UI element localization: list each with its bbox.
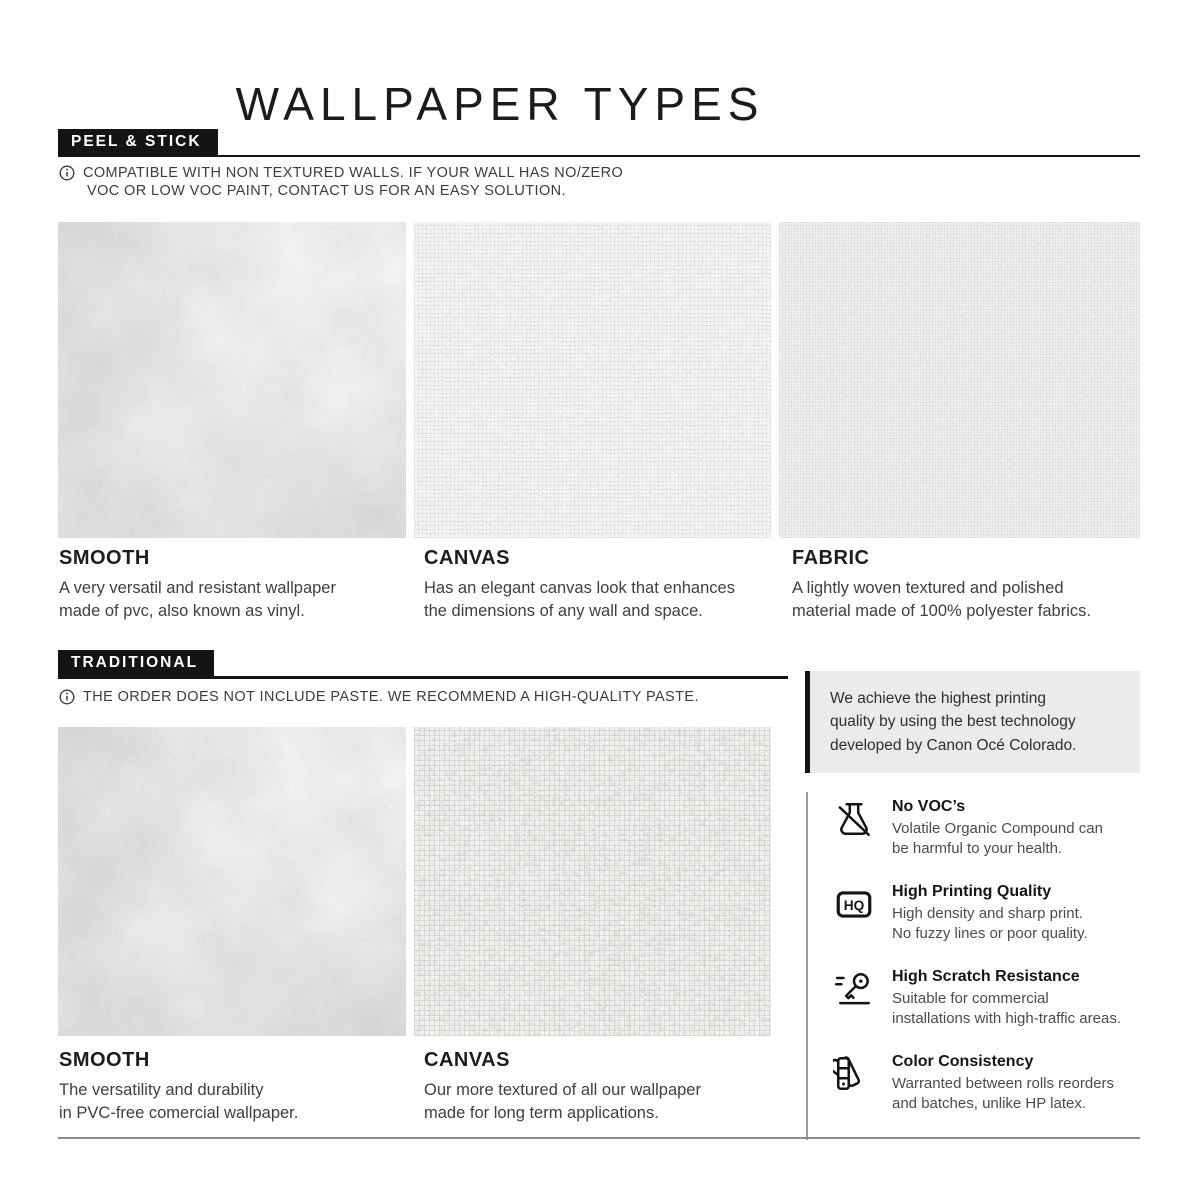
swatch-desc-line: material made of 100% polyester fabrics. — [792, 601, 1091, 620]
caption-peel-stick-fabric — [792, 547, 1142, 623]
section-header-peel-stick — [58, 129, 1140, 157]
feature-high-printing-quality — [832, 883, 1140, 947]
info-icon — [59, 165, 75, 181]
feature-title: High Scratch Resistance — [892, 968, 1080, 985]
quote-line: quality by using the best technology — [830, 713, 1076, 731]
section-tag-traditional: TRADITIONAL — [58, 650, 214, 676]
caption-traditional-smooth — [59, 1049, 399, 1125]
feature-desc-line: Suitable for commercial — [892, 990, 1049, 1007]
feature-desc-line: No fuzzy lines or poor quality. — [892, 925, 1088, 943]
printing-quality-quote — [805, 671, 1140, 773]
feature-desc-line: High density and sharp print. — [892, 905, 1083, 922]
note-line: THE ORDER DOES NOT INCLUDE PASTE. WE RECOMMEND A HIGH-QUALITY PASTE. — [83, 689, 699, 705]
swatch-peel-stick-canvas — [414, 222, 771, 538]
quote-line: developed by Canon Océ Colorado. — [830, 736, 1077, 754]
note-line: VOC OR LOW VOC PAINT, CONTACT US FOR AN EASY SOLUTION. — [87, 182, 566, 199]
swatch-desc-line: in PVC-free comercial wallpaper. — [59, 1103, 299, 1122]
feature-high-scratch-resistance — [832, 968, 1140, 1032]
feature-desc-line: be harmful to your health. — [892, 840, 1063, 858]
feature-desc-line: Warranted between rolls reorders — [892, 1075, 1115, 1092]
feature-desc-line: installations with high-traffic areas. — [892, 1010, 1121, 1028]
note-line: COMPATIBLE WITH NON TEXTURED WALLS. IF YOUR WALL HAS NO/ZERO — [83, 165, 624, 181]
swatch-desc-line: A lightly woven textured and polished — [792, 579, 1064, 597]
swatch-peel-stick-smooth — [58, 222, 406, 538]
swatch-traditional-canvas — [414, 727, 771, 1036]
note-peel-stick — [59, 165, 623, 200]
fabric-texture-noise — [779, 222, 1140, 538]
quote-line: We achieve the highest printing — [830, 690, 1046, 707]
feature-list — [806, 792, 1140, 1140]
swatch-title: FABRIC — [792, 547, 870, 569]
caption-peel-stick-canvas — [424, 547, 774, 623]
feature-desc-line: and batches, unlike HP latex. — [892, 1095, 1087, 1113]
bottom-divider — [58, 1137, 1140, 1139]
scratch-key-icon — [833, 968, 875, 1010]
feature-title: High Printing Quality — [892, 883, 1052, 900]
swatch-peel-stick-fabric — [779, 222, 1140, 538]
swatch-desc-line: the dimensions of any wall and space. — [424, 601, 703, 620]
swatch-traditional-smooth — [58, 727, 406, 1036]
swatch-title: CANVAS — [424, 547, 510, 569]
swatch-desc-line: Has an elegant canvas look that enhances — [424, 579, 735, 597]
hq-badge-label: HQ — [843, 897, 865, 913]
canvas-texture-noise — [414, 222, 771, 538]
swatch-desc-line: made for long term applications. — [424, 1103, 659, 1122]
swatch-desc-line: Our more textured of all our wallpaper — [424, 1081, 701, 1099]
swatch-title: CANVAS — [424, 1049, 510, 1071]
page-title: WALLPAPER TYPES — [235, 77, 765, 130]
color-swatches-icon — [833, 1053, 875, 1095]
feature-title: Color Consistency — [892, 1053, 1034, 1070]
section-tag-peel-stick: PEEL & STICK — [58, 129, 218, 155]
caption-traditional-canvas — [424, 1049, 774, 1125]
no-voc-flask-icon — [833, 798, 875, 840]
info-icon — [59, 689, 75, 705]
note-traditional — [59, 689, 699, 707]
feature-title: No VOC’s — [892, 798, 966, 815]
hq-badge-icon — [833, 883, 875, 925]
swatch-title: SMOOTH — [59, 547, 150, 569]
section-header-traditional — [58, 650, 788, 679]
burlap-texture-noise — [414, 727, 771, 1036]
swatch-desc-line: made of pvc, also known as vinyl. — [59, 601, 305, 620]
swatch-title: SMOOTH — [59, 1049, 150, 1071]
smooth-texture-noise — [58, 222, 406, 538]
swatch-desc-line: A very versatil and resistant wallpaper — [59, 579, 336, 597]
feature-no-vocs — [832, 798, 1140, 862]
swatch-desc-line: The versatility and durability — [59, 1081, 264, 1099]
feature-color-consistency — [832, 1053, 1140, 1117]
caption-peel-stick-smooth — [59, 547, 399, 623]
smooth-texture-noise — [58, 727, 406, 1036]
feature-desc-line: Volatile Organic Compound can — [892, 820, 1103, 837]
